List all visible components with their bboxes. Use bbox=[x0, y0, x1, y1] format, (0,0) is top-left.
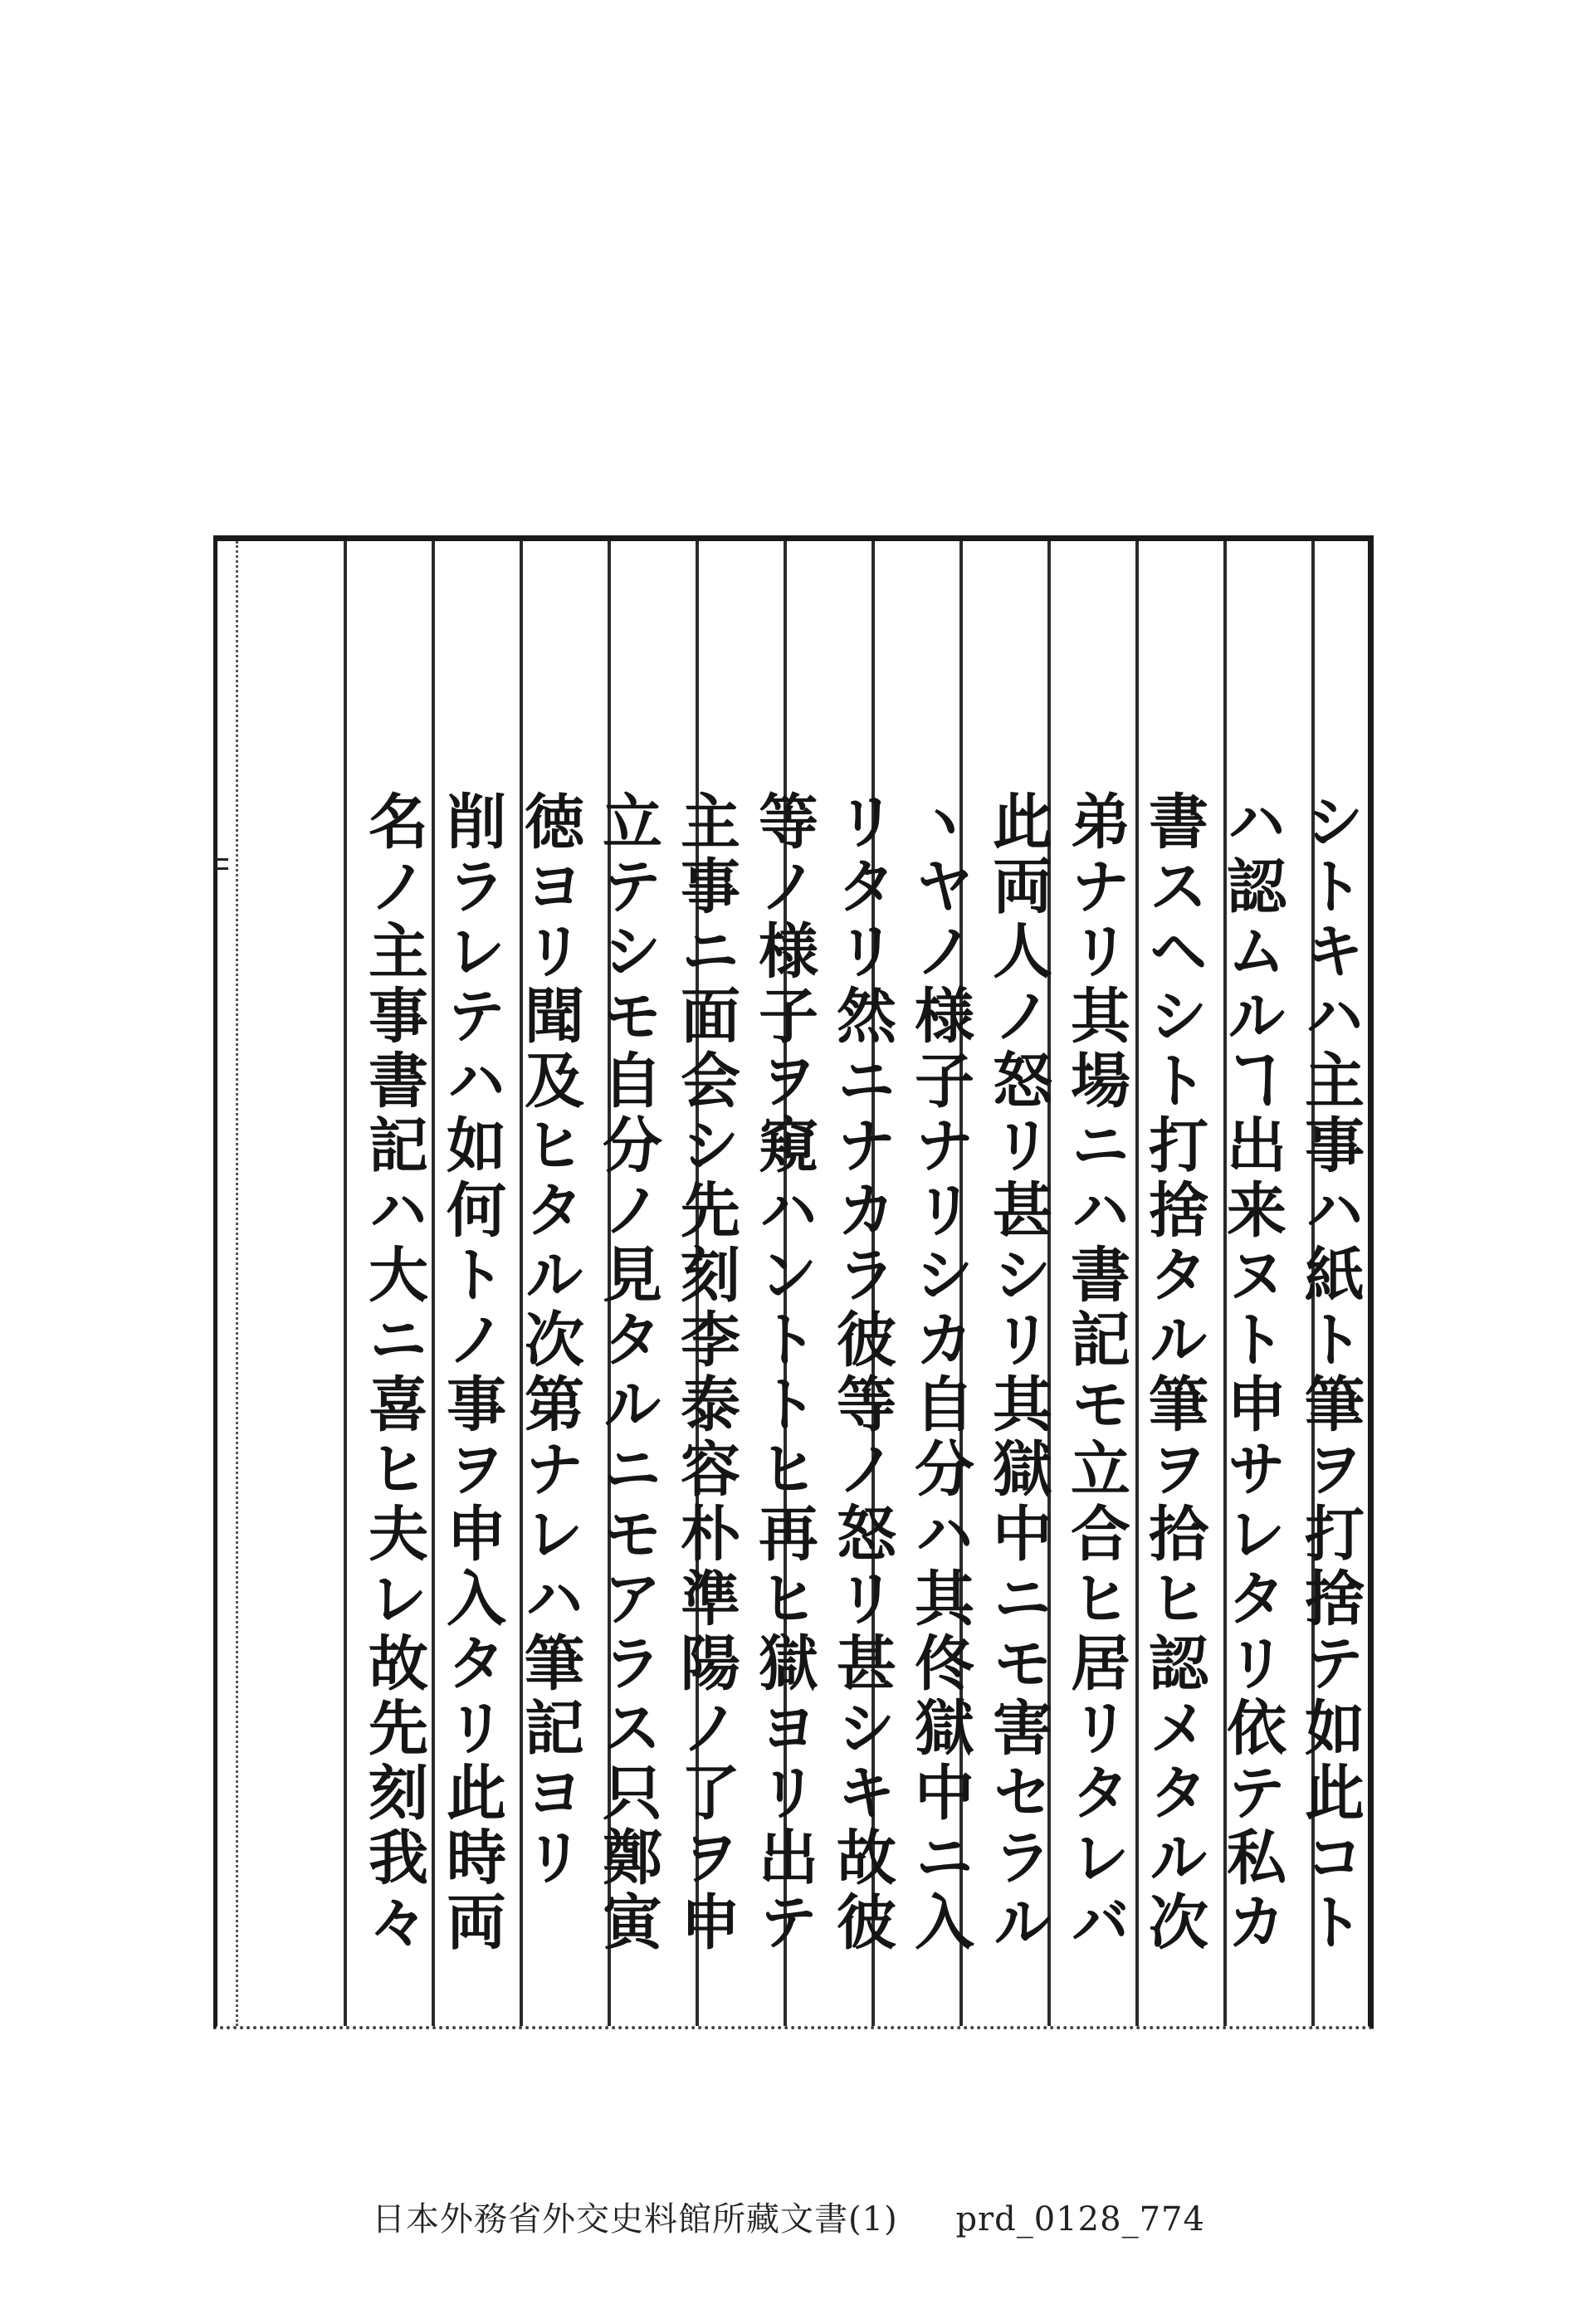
manuscript-page bbox=[213, 535, 1374, 2029]
ruling-line bbox=[344, 541, 347, 2026]
text-column: 書スヘシト打捨タル筆ヲ拾ヒ認メタル次 bbox=[1139, 790, 1208, 1955]
text-column: 等ノ様子ヲ窺ハントトヒ再ヒ獄ヨリ出テ bbox=[749, 790, 818, 1955]
source-label: 日本外務省外交史料館所藏文書(1) bbox=[372, 2200, 898, 2239]
text-column: 名ノ主事書記ハ大ニ喜ヒ夫レ故先刻我々 bbox=[359, 790, 428, 1955]
text-column: 立テシモ自分ノ見タルニモアラス只鄭寅 bbox=[593, 790, 662, 1955]
text-column: 弟ナリ其場ニハ書記モ立合ヒ居リタレバ bbox=[1061, 790, 1130, 1955]
text-column: ヽヤノ様子ナリシカ自分ハ其佟獄中ニ入 bbox=[905, 790, 974, 1955]
text-column: 此両人ノ怒リ甚シリ其獄中ニモ害セラル bbox=[983, 790, 1052, 1955]
text-column: 削ラレテハ如何トノ事ヲ申入タリ此時両 bbox=[437, 790, 506, 1955]
ruling-line bbox=[236, 541, 238, 2026]
text-column: 徳ヨリ聞及ヒタル次第ナレハ筆記ヨリ bbox=[515, 790, 584, 1891]
page-footer bbox=[0, 2193, 1577, 2240]
text-column: リタリ然ニナカラ彼等ノ怒リ甚シキ故彼 bbox=[827, 790, 896, 1955]
text-column: シトキハ主事ハ紙ト筆ヲ打捨テ如此コト bbox=[1295, 790, 1365, 1955]
text-column: ハ認ムルヿ出来ヌト申サレタリ依テ私カ bbox=[1217, 790, 1286, 1955]
binding-notch bbox=[215, 858, 228, 870]
document-id: prd_0128_774 bbox=[955, 2200, 1205, 2239]
text-column: 主事ニ面会シ先刻李泰容朴準陽ノ了ヲ申 bbox=[671, 790, 740, 1955]
